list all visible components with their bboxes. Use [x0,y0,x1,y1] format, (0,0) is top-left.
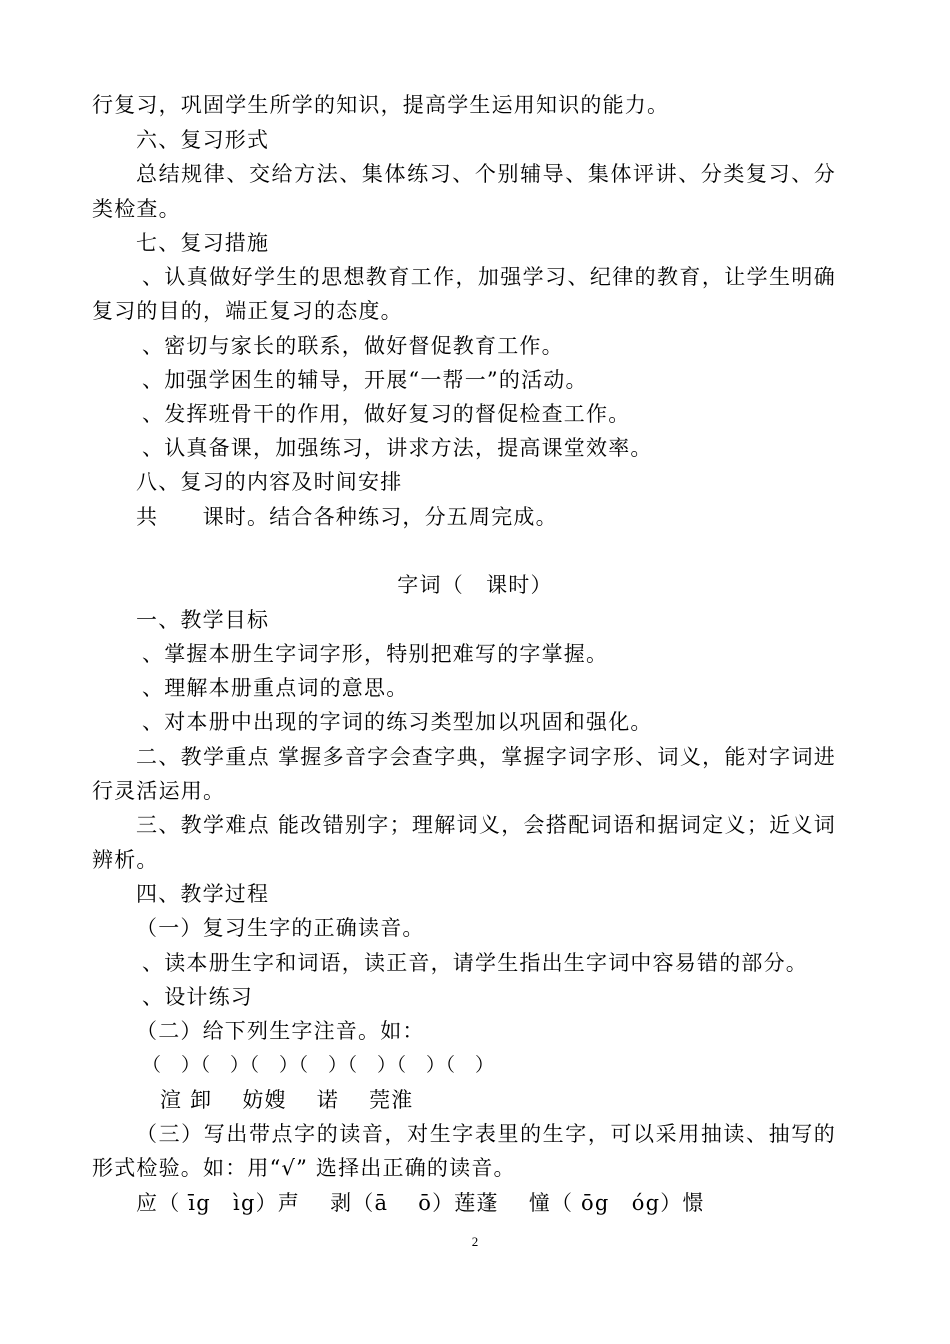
text-line: 辨析。 [92,848,159,872]
list-item: 、加强学困生的辅导，开展“一帮一”的活动。 [142,368,588,392]
subsection-heading: （三）写出带点字的读音，对生字表里的生字，可以采用抽读、抽写的 [136,1122,836,1146]
section-heading-teaching-difficulty: 三、教学难点 能改错别字；理解词义，会搭配词语和据词定义；近义词 [136,813,836,837]
subsection-heading: （二）给下列生字注音。如： [136,1019,425,1043]
text-line: 形式检验。如：用“√” 选择出正确的读音。 [92,1156,516,1180]
section-heading-content-schedule: 八、复习的内容及时间安排 [136,470,403,494]
section-heading-review-form: 六、复习形式 [136,128,270,152]
list-item: 、发挥班骨干的作用，做好复习的督促检查工作。 [142,402,631,426]
list-item: 、读本册生字和词语，读正音，请学生指出生字词中容易错的部分。 [142,951,808,975]
pinyin-blanks-row: （ ）（ ）（ ）（ ）（ ）（ ）（ ） [142,1054,495,1076]
subsection-heading: （一）复习生字的正确读音。 [136,916,425,940]
practice-characters-row: 渲 卸 妨嫂 诺 莞淮 [160,1088,414,1112]
list-item: 、对本册中出现的字词的练习类型加以巩固和强化。 [142,710,653,734]
list-item: 、理解本册重点词的意思。 [142,676,409,700]
text-line: 总结规律、交给方法、集体练习、个别辅导、集体评讲、分类复习、分 [136,162,836,186]
section-heading-review-measures: 七、复习措施 [136,231,270,255]
section-heading-teaching-goals: 一、教学目标 [136,608,270,632]
text-line: 行灵活运用。 [92,779,226,803]
section-heading-teaching-process: 四、教学过程 [136,882,270,906]
text-line: 共 课时。结合各种练习，分五周完成。 [136,505,558,529]
section-heading-teaching-focus: 二、教学重点 掌握多音字会查字典，掌握字词字形、词义，能对字词进 [136,745,836,769]
list-item: 、密切与家长的联系，做好督促教育工作。 [142,334,564,358]
list-item: 、掌握本册生字词字形，特别把难写的字掌握。 [142,642,609,666]
list-item: 、设计练习 [142,985,253,1009]
list-item: 、认真做好学生的思想教育工作，加强学习、纪律的教育，让学生明确 [142,265,836,289]
pronunciation-choice-row: 应（ īg ìg）声 剥（ā ō）莲蓬 憧（ ōg óg）憬 [136,1191,705,1215]
list-item: 、认真备课，加强练习，讲求方法，提高课堂效率。 [142,436,653,460]
text-line: 复习的目的，端正复习的态度。 [92,299,403,323]
lesson-title: 字词（ 课时） [397,573,553,597]
text-line: 行复习，巩固学生所学的知识，提高学生运用知识的能力。 [92,93,670,117]
page-number: 2 [471,1234,479,1249]
text-line: 类检查。 [92,197,181,221]
